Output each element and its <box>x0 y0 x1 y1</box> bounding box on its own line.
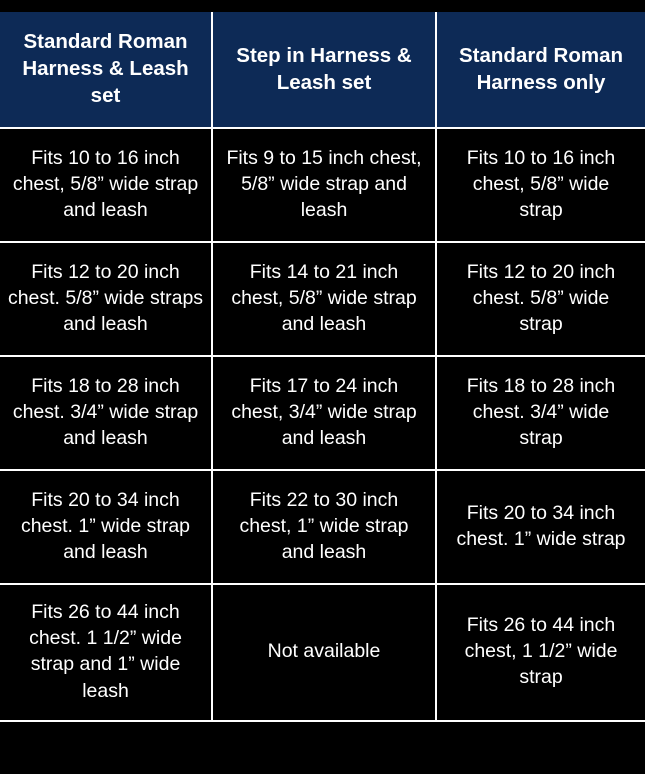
table-cell: Fits 26 to 44 inch chest, 1 1/2” wide strap <box>436 584 645 721</box>
table-cell: Fits 9 to 15 inch chest, 5/8” wide strap and leash <box>212 128 436 242</box>
table-cell: Fits 17 to 24 inch chest, 3/4” wide strap and leash <box>212 356 436 470</box>
column-header-standard-roman-harness-leash-set: Standard Roman Harness & Leash set <box>0 12 212 128</box>
table-cell: Fits 20 to 34 inch chest. 1” wide strap and leash <box>0 470 212 584</box>
table-cell: Fits 10 to 16 inch chest, 5/8” wide strap <box>436 128 645 242</box>
table-cell: Fits 26 to 44 inch chest. 1 1/2” wide strap and 1” wide leash <box>0 584 212 721</box>
table-row <box>0 128 645 242</box>
table-cell: Fits 10 to 16 inch chest, 5/8” wide strap and leash <box>0 128 212 242</box>
column-header-step-in-harness-leash-set: Step in Harness & Leash set <box>212 12 436 128</box>
table-row <box>0 356 645 470</box>
table-cell: Fits 14 to 21 inch chest, 5/8” wide strap and leash <box>212 242 436 356</box>
table-cell: Fits 22 to 30 inch chest, 1” wide strap and leash <box>212 470 436 584</box>
table-cell: Not available <box>212 584 436 721</box>
table-cell: Fits 18 to 28 inch chest. 3/4” wide strap and leash <box>0 356 212 470</box>
table-cell: Fits 12 to 20 inch chest. 5/8” wide straps and leash <box>0 242 212 356</box>
table-header-row <box>0 12 645 128</box>
harness-sizing-table <box>0 12 645 722</box>
table-cell: Fits 12 to 20 inch chest. 5/8” wide strap <box>436 242 645 356</box>
column-header-standard-roman-harness-only: Standard Roman Harness only <box>436 12 645 128</box>
table-row <box>0 584 645 721</box>
table-cell: Fits 20 to 34 inch chest. 1” wide strap <box>436 470 645 584</box>
table-row <box>0 470 645 584</box>
table-row <box>0 242 645 356</box>
table-cell: Fits 18 to 28 inch chest. 3/4” wide strap <box>436 356 645 470</box>
